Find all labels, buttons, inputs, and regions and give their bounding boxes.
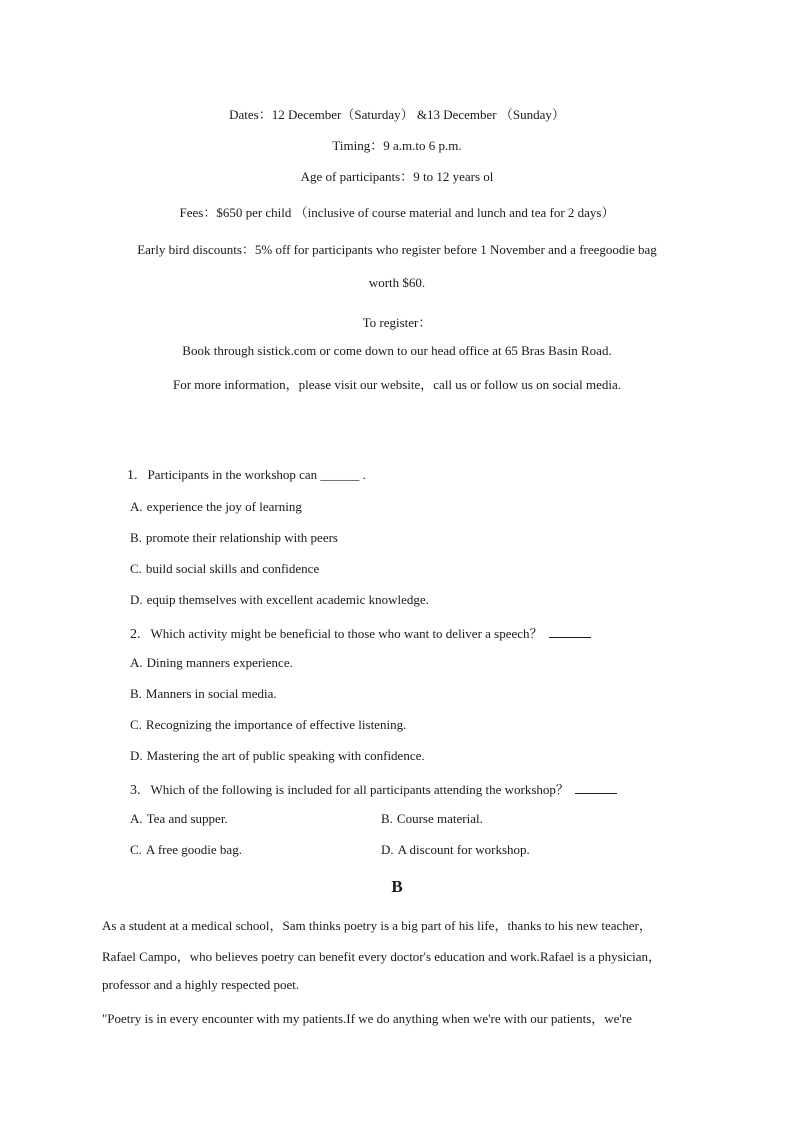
question-text: Participants in the workshop can ______ .: [147, 467, 366, 482]
section-b-title: B: [391, 877, 403, 896]
dates-line: Dates：12 December（Saturday） &13 December （Sunday）: [229, 107, 565, 122]
q2-option-c[interactable]: C. Recognizing the importance of effective listening.: [130, 717, 407, 732]
register-text: Book through sistick.com or come down to our head office at 65 Bras Basin Road.: [182, 343, 612, 358]
question-2: [130, 623, 591, 643]
question-number: 1.: [127, 468, 138, 483]
question-number: 3.: [130, 783, 141, 798]
passage-line: As a student at a medical school，Sam thinks poetry is a big part of his life，thanks to his new teacher，: [102, 918, 652, 933]
q3-option-d[interactable]: D. A discount for workshop.: [381, 842, 530, 857]
q1-option-b[interactable]: B. promote their relationship with peers: [130, 530, 338, 545]
question-text: Which of the following is included for all participants attending the workshop？: [150, 782, 569, 797]
timing-line: Timing：9 a.m.to 6 p.m.: [332, 138, 462, 153]
q2-option-d[interactable]: D. Mastering the art of public speaking with confidence.: [130, 748, 425, 763]
answer-blank[interactable]: [575, 782, 617, 794]
question-number: 2.: [130, 627, 141, 642]
early-bird-line-2: worth $60.: [368, 275, 426, 290]
q1-option-a[interactable]: A. experience the joy of learning: [130, 499, 302, 514]
age-line: Age of participants：9 to 12 years ol: [300, 169, 494, 184]
q3-option-c[interactable]: C. A free goodie bag.: [130, 842, 242, 857]
early-bird-line-1: Early bird discounts：5% off for participants who register before 1 November and a freegoodie bag: [137, 242, 657, 257]
question-text: Which activity might be beneficial to those who want to deliver a speech？: [150, 626, 543, 641]
more-info-line: For more information，please visit our website，call us or follow us on social media.: [172, 377, 622, 392]
question-3: [130, 779, 617, 799]
q3-option-b[interactable]: B. Course material.: [381, 811, 483, 826]
q2-option-a[interactable]: A. Dining manners experience.: [130, 655, 293, 670]
passage-line: Rafael Campo，who believes poetry can benefit every doctor's education and work.Rafael is a physician，: [102, 949, 661, 964]
passage-line: "Poetry is in every encounter with my patients.If we do anything when we're with our patients，we're: [102, 1011, 632, 1026]
question-1: [127, 467, 366, 484]
q3-option-a[interactable]: A. Tea and supper.: [130, 811, 228, 826]
q1-option-c[interactable]: C. build social skills and confidence: [130, 561, 320, 576]
passage-line: professor and a highly respected poet.: [102, 977, 300, 992]
fees-line: Fees：$650 per child （inclusive of course material and lunch and tea for 2 days）: [179, 205, 615, 220]
answer-blank[interactable]: [549, 626, 591, 638]
q1-option-d[interactable]: D. equip themselves with excellent academic knowledge.: [130, 592, 429, 607]
q2-option-b[interactable]: B. Manners in social media.: [130, 686, 277, 701]
register-heading: To register：: [362, 315, 432, 330]
